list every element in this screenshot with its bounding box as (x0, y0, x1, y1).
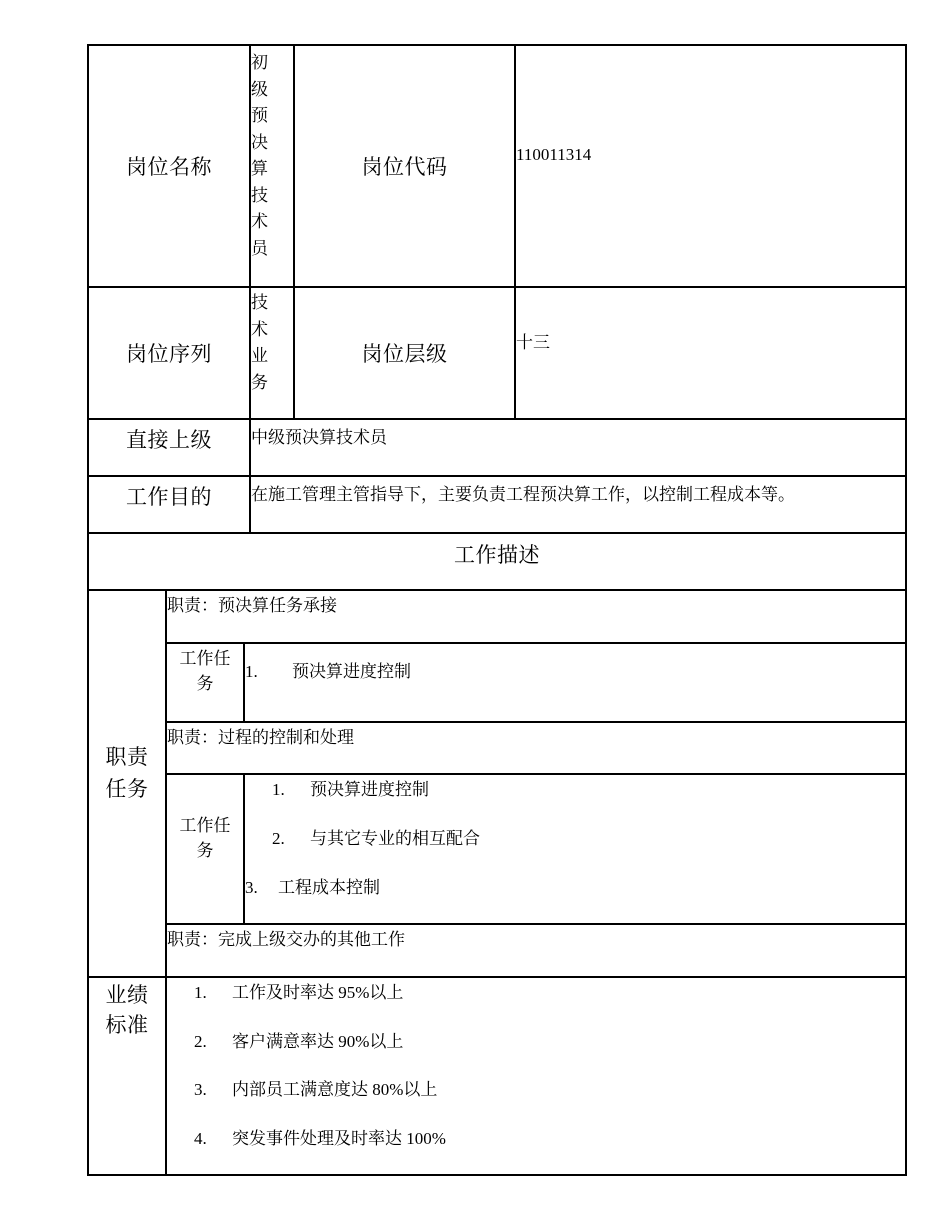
performance-label (89, 980, 165, 1040)
task-item (272, 828, 480, 850)
duties-label (89, 741, 165, 805)
description-header: 工作描述 (454, 543, 540, 567)
task-label-line1: 工作任 (179, 649, 231, 668)
task-text: 工程成本控制 (278, 878, 380, 897)
purpose-label: 工作目的 (126, 485, 212, 509)
post-name-value: 初级预决算技术员 (251, 53, 268, 258)
performance-num: 4. (194, 1129, 207, 1148)
performance-text: 内部员工满意度达 80%以上 (232, 1080, 438, 1099)
task-label-line1: 工作任 (179, 816, 231, 835)
performance-item (194, 982, 403, 1004)
duty-title: 职责：过程的控制和处理 (167, 728, 354, 747)
task-num: 3. (245, 878, 258, 897)
task-num: 1. (272, 780, 285, 799)
task-num: 2. (272, 829, 285, 848)
post-code-label: 岗位代码 (361, 155, 448, 179)
task-label (167, 813, 243, 863)
task-label-line2: 务 (196, 841, 214, 860)
post-code-value: 110011314 (516, 145, 592, 164)
duties-label-line1: 职责 (105, 745, 149, 769)
task-item (245, 661, 411, 683)
duties-label-line2: 任务 (105, 777, 149, 801)
performance-num: 2. (194, 1032, 207, 1051)
post-series-value: 技术业务 (251, 293, 268, 392)
performance-num: 1. (194, 983, 207, 1002)
performance-num: 3. (194, 1080, 207, 1099)
task-num: 1. (245, 662, 258, 681)
performance-item (194, 1128, 446, 1150)
post-level-label: 岗位层级 (361, 342, 448, 366)
task-text: 预决算进度控制 (292, 662, 411, 681)
performance-item (194, 1031, 403, 1053)
purpose-value: 在施工管理主管指导下，主要负责工程预决算工作，以控制工程成本等。 (251, 485, 795, 504)
duty-title: 职责：预决算任务承接 (167, 596, 337, 615)
superior-label: 直接上级 (126, 428, 212, 452)
task-item (272, 779, 429, 801)
performance-text: 客户满意率达 90%以上 (232, 1032, 404, 1051)
performance-text: 突发事件处理及时率达 100% (232, 1129, 446, 1148)
task-item (245, 877, 380, 899)
task-text: 与其它专业的相互配合 (310, 829, 480, 848)
performance-item (194, 1079, 437, 1101)
task-label (167, 646, 243, 696)
performance-label-line1: 业绩 (105, 983, 149, 1007)
task-text: 预决算进度控制 (310, 780, 429, 799)
post-name-label: 岗位名称 (126, 155, 212, 179)
performance-label-line2: 标准 (105, 1013, 149, 1037)
performance-text: 工作及时率达 95%以上 (232, 983, 404, 1002)
post-series-label: 岗位序列 (126, 342, 212, 366)
duty-title: 职责：完成上级交办的其他工作 (167, 930, 405, 949)
task-label-line2: 务 (196, 674, 214, 693)
superior-value: 中级预决算技术员 (251, 428, 387, 447)
post-level-value: 十三 (516, 333, 550, 352)
